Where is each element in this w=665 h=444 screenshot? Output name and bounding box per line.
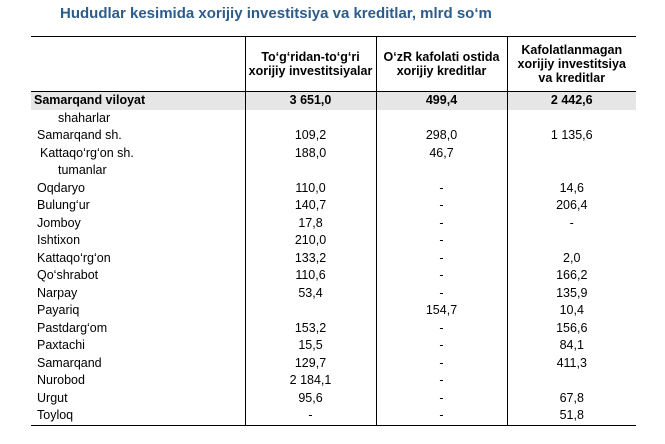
table-row (31, 320, 636, 338)
row-name-cell: Bulung‘ur (37, 198, 90, 212)
guaranteed-credit-cell: - (376, 355, 507, 373)
row-name-cell: shaharlar (58, 110, 111, 125)
unguaranteed-cell (507, 145, 636, 163)
table-row (31, 302, 636, 320)
table-row (31, 337, 636, 355)
row-name-cell: Jomboy (37, 215, 81, 230)
guaranteed-credit-cell: - (376, 215, 507, 233)
guaranteed-credit-cell: - (376, 232, 507, 250)
table-row (31, 390, 636, 408)
direct-investment-cell: 133,2 (245, 250, 376, 268)
row-name-cell: Oqdaryo (37, 180, 85, 195)
guaranteed-credit-cell: - (376, 197, 507, 215)
guaranteed-credit-cell: - (376, 372, 507, 390)
row-name-cell: Urgut (37, 390, 68, 405)
unguaranteed-cell: 67,8 (507, 390, 636, 408)
row-name-cell: Payariq (37, 303, 80, 317)
unguaranteed-cell: 84,1 (507, 337, 636, 355)
table-row (31, 180, 636, 198)
table-row (31, 285, 636, 303)
column-header-direct-investment: To‘g‘ridan-to‘g‘ri xorijiy investitsiyalar (245, 37, 376, 92)
direct-investment-cell: 53,4 (245, 285, 376, 303)
guaranteed-credit-cell: - (376, 390, 507, 408)
guaranteed-credit-cell: 46,7 (376, 145, 507, 163)
unguaranteed-cell (507, 372, 636, 390)
column-header-region (31, 37, 245, 92)
direct-investment-cell (245, 110, 376, 128)
row-name-cell: Qo‘shrabot (37, 268, 99, 282)
column-header-guaranteed-credits: O‘zR kafolati ostida xorijiy kreditlar (376, 37, 507, 92)
unguaranteed-cell: 135,9 (507, 285, 636, 303)
direct-investment-cell: 153,2 (245, 320, 376, 338)
row-name-cell: Ishtixon (37, 233, 81, 247)
table-row (31, 372, 636, 390)
unguaranteed-cell: 51,8 (507, 407, 636, 425)
direct-investment-cell (245, 302, 376, 320)
unguaranteed-cell: 411,3 (507, 355, 636, 373)
row-name-cell: Nurobod (37, 373, 85, 387)
row-name-cell: Samarqand sh. (37, 128, 122, 142)
table-row (31, 162, 636, 180)
direct-investment-cell: 15,5 (245, 337, 376, 355)
guaranteed-credit-cell: - (376, 180, 507, 198)
investment-table (31, 36, 636, 426)
table-row (31, 215, 636, 233)
guaranteed-credit-cell: 298,0 (376, 127, 507, 145)
header-row (31, 37, 636, 92)
unguaranteed-cell (507, 162, 636, 180)
direct-investment-cell: 129,7 (245, 355, 376, 373)
direct-investment-cell: 3 651,0 (245, 92, 376, 110)
table-row (31, 267, 636, 285)
direct-investment-cell: 17,8 (245, 215, 376, 233)
table-row (31, 110, 636, 128)
direct-investment-cell: 140,7 (245, 197, 376, 215)
row-name-cell: Narpay (37, 285, 78, 300)
direct-investment-cell: 188,0 (245, 145, 376, 163)
direct-investment-cell: 2 184,1 (245, 372, 376, 390)
direct-investment-cell: 109,2 (245, 127, 376, 145)
guaranteed-credit-cell: - (376, 337, 507, 355)
row-name-cell: Pastdarg‘om (37, 320, 108, 335)
guaranteed-credit-cell (376, 162, 507, 180)
unguaranteed-cell: 156,6 (507, 320, 636, 338)
unguaranteed-cell (507, 110, 636, 128)
guaranteed-credit-cell: 499,4 (376, 92, 507, 110)
table-row (31, 250, 636, 268)
guaranteed-credit-cell: 154,7 (376, 302, 507, 320)
direct-investment-cell: 95,6 (245, 390, 376, 408)
direct-investment-cell: 210,0 (245, 232, 376, 250)
table-body (31, 92, 636, 426)
direct-investment-cell (245, 162, 376, 180)
direct-investment-cell: 110,6 (245, 267, 376, 285)
table-row (31, 197, 636, 215)
unguaranteed-cell: - (507, 215, 636, 233)
unguaranteed-cell: 10,4 (507, 302, 636, 320)
row-name-cell: Kattaqo‘rg‘on sh. (40, 145, 134, 160)
column-header-unguaranteed: Kafolatlanmagan xorijiy investitsiya va kreditlar (507, 37, 636, 92)
row-name-cell: tumanlar (58, 163, 107, 177)
unguaranteed-cell: 206,4 (507, 197, 636, 215)
row-name-cell: Toyloq (31, 407, 245, 425)
direct-investment-cell: 110,0 (245, 180, 376, 198)
unguaranteed-cell (507, 232, 636, 250)
table-row (31, 127, 636, 145)
unguaranteed-cell: 166,2 (507, 267, 636, 285)
guaranteed-credit-cell: - (376, 320, 507, 338)
guaranteed-credit-cell: - (376, 407, 507, 425)
guaranteed-credit-cell: - (376, 267, 507, 285)
row-name-cell: Samarqand (37, 355, 102, 370)
row-name-cell: Samarqand viloyat (31, 92, 245, 110)
guaranteed-credit-cell: - (376, 285, 507, 303)
table-row (31, 92, 636, 110)
direct-investment-cell: - (245, 407, 376, 425)
table-row (31, 355, 636, 373)
table-title: Hududlar kesimida xorijiy investitsiya va kreditlar, mlrd so‘m (60, 5, 492, 22)
guaranteed-credit-cell (376, 110, 507, 128)
unguaranteed-cell: 1 135,6 (507, 127, 636, 145)
row-name-cell: Paxtachi (37, 338, 85, 352)
guaranteed-credit-cell: - (376, 250, 507, 268)
unguaranteed-cell: 14,6 (507, 180, 636, 198)
table-row (31, 145, 636, 163)
table-row (31, 407, 636, 425)
unguaranteed-cell: 2,0 (507, 250, 636, 268)
unguaranteed-cell: 2 442,6 (507, 92, 636, 110)
row-name-cell: Kattaqo‘rg‘on (37, 250, 111, 265)
table-row (31, 232, 636, 250)
